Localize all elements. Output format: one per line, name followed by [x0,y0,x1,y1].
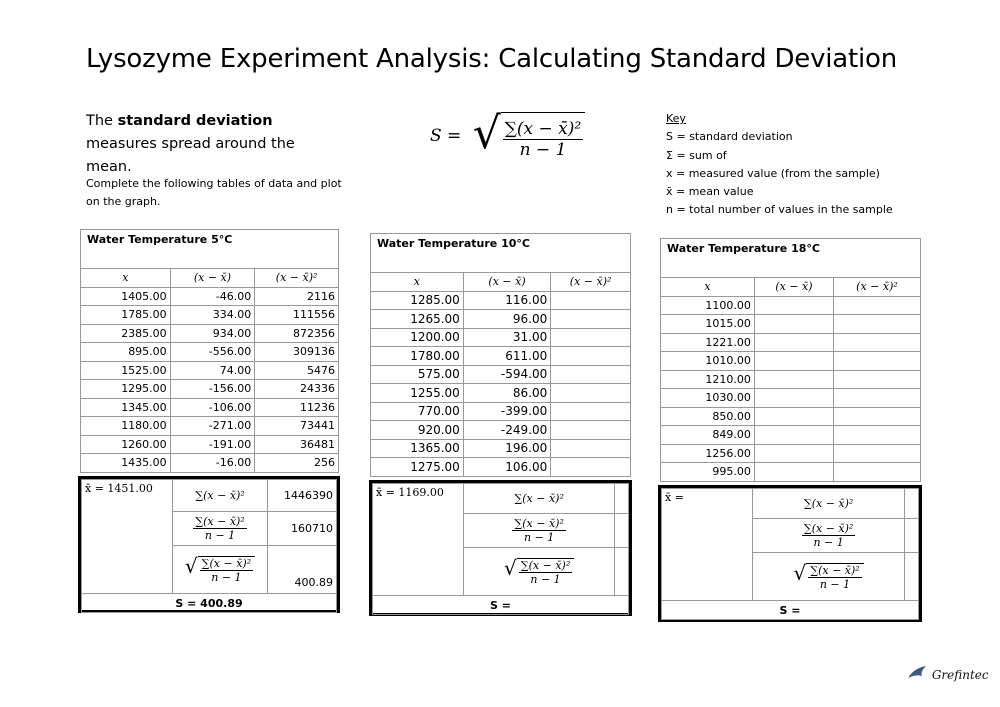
table-heading: Water Temperature 10°C [371,234,631,273]
table-body [371,291,631,476]
sum-sq-label: ∑(x − x̄)² [753,489,905,519]
deviation-sq-cell [833,463,920,482]
deviation-cell: 196.00 [463,439,550,458]
formula-numerator: ∑(x − x̄)² [504,119,582,139]
deviation-sq-cell: 36481 [255,435,339,454]
intro-post: measures spread around the mean. [86,136,295,175]
intro-text [86,110,336,179]
deviation-sq-cell: 24336 [255,380,339,399]
deviation-cell [754,407,833,426]
table-row [661,389,921,408]
table-row [81,398,339,417]
frac-num: ∑(x − x̄)² [810,563,860,577]
table-row [661,444,921,463]
s-result: S = [662,601,919,620]
brand-logo [906,664,989,682]
deviation-sq-cell: 73441 [255,417,339,436]
x-value-cell: 575.00 [371,365,464,384]
table-row [371,328,631,347]
deviation-cell: -156.00 [170,380,255,399]
table-row [371,402,631,421]
frac-num: ∑(x − x̄)² [520,558,571,572]
sd-formula: S = √ $\frac{\text{∑(x − x̄)²}}{n - 1}$ [430,112,585,160]
table-row [661,352,921,371]
table-heading: Water Temperature 5°C [81,230,339,269]
frac-num: ∑(x − x̄)² [201,556,252,570]
deviation-cell [754,352,833,371]
col-header-dev-sq: (x − x̄)² [551,273,631,292]
x-value-cell: 1260.00 [81,435,171,454]
table-row [81,454,339,473]
summary-18c [658,485,922,622]
deviation-cell: 86.00 [463,384,550,403]
formula-denominator: n − 1 [519,140,567,160]
x-value-cell: 1435.00 [81,454,171,473]
deviation-cell: -191.00 [170,435,255,454]
deviation-sq-cell [551,384,631,403]
deviation-sq-cell [833,407,920,426]
frac-num: ∑(x − x̄)² [514,517,564,530]
sd-label: √ $\frac{\text{∑(x − x̄)²}}{n - 1}$ [173,546,268,594]
table-row [371,365,631,384]
deviation-cell: -556.00 [170,343,255,362]
key-line: x̄ = mean value [666,185,754,199]
table-row [371,291,631,310]
table-10c [370,233,631,477]
frac-num: ∑(x − x̄)² [803,522,854,535]
deviation-sq-cell [833,333,920,352]
deviation-cell [754,444,833,463]
x-value-cell: 1780.00 [371,347,464,366]
table-row [81,380,339,399]
deviation-sq-cell [551,328,631,347]
frac-den: n − 1 [211,570,242,584]
x-value-cell: 1180.00 [81,417,171,436]
x-value-cell: 1210.00 [661,370,755,389]
table-row [661,315,921,334]
deviation-cell: -46.00 [170,287,255,306]
table-row [371,421,631,440]
key-title: Key [666,112,686,125]
intro-bold: standard deviation [117,113,273,129]
table-row [81,306,339,325]
table-5c [80,229,339,473]
col-header-dev: (x − x̄) [463,273,550,292]
x-value-cell: 920.00 [371,421,464,440]
deviation-cell: 96.00 [463,310,550,329]
frac-den: n − 1 [204,529,236,542]
deviation-sq-cell: 872356 [255,324,339,343]
table-row [661,370,921,389]
table-row [81,417,339,436]
x-value-cell: 1256.00 [661,444,755,463]
frac-den: n − 1 [530,572,561,586]
col-header-dev-sq: (x − x̄)² [833,278,920,297]
page-title: Lysozyme Experiment Analysis: Calculating Standard Deviation [86,44,898,74]
deviation-sq-cell [551,347,631,366]
instructions: Complete the following tables of data and plot on the graph. [86,177,342,208]
sd-label: √ $\frac{\text{∑(x − x̄)²}}{n - 1}$ [464,548,615,596]
deviation-sq-cell: 256 [255,454,339,473]
sum-sq-label: ∑(x − x̄)² [173,480,268,512]
deviation-cell: -271.00 [170,417,255,436]
key-legend [666,110,893,220]
sd-label: √ $\frac{\text{∑(x − x̄)²}}{n - 1}$ [753,553,905,601]
variance-value [615,514,629,548]
frac-den: n − 1 [813,536,844,549]
deviation-sq-cell [833,296,920,315]
key-line: Σ = sum of [666,148,727,162]
x-value-cell: 849.00 [661,426,755,445]
summary-10c [369,480,632,616]
col-header-x: x [371,273,464,292]
bird-icon [906,664,928,682]
deviation-sq-cell [551,421,631,440]
table-row [81,287,339,306]
deviation-sq-cell [833,370,920,389]
x-value-cell: 995.00 [661,463,755,482]
col-header-x: x [661,278,755,297]
s-result: S = 400.89 [82,594,337,613]
deviation-sq-cell [551,458,631,477]
key-line: n = total number of values in the sample [666,203,893,217]
table-row [371,458,631,477]
deviation-sq-cell [551,439,631,458]
table-row [371,310,631,329]
col-header-dev: (x − x̄) [170,269,255,288]
deviation-sq-cell: 11236 [255,398,339,417]
x-value-cell: 770.00 [371,402,464,421]
table-row [371,347,631,366]
deviation-sq-cell [551,365,631,384]
deviation-cell [754,333,833,352]
x-value-cell: 1015.00 [661,315,755,334]
sum-sq-label: ∑(x − x̄)² [464,484,615,514]
x-value-cell: 1200.00 [371,328,464,347]
x-value-cell: 1255.00 [371,384,464,403]
deviation-cell: 74.00 [170,361,255,380]
formula-lhs: S = [430,126,462,146]
x-value-cell: 1010.00 [661,352,755,371]
deviation-cell: 334.00 [170,306,255,325]
table-row [81,324,339,343]
x-value-cell: 850.00 [661,407,755,426]
col-header-x: x [81,269,171,288]
deviation-cell: 106.00 [463,458,550,477]
x-value-cell: 1365.00 [371,439,464,458]
x-value-cell: 1405.00 [81,287,171,306]
deviation-sq-cell [833,352,920,371]
x-value-cell: 1345.00 [81,398,171,417]
key-line: x = measured value (from the sample) [666,166,880,180]
variance-value: 160710 [268,512,337,546]
table-row [661,463,921,482]
frac-num: ∑(x − x̄)² [195,515,245,528]
deviation-cell [754,389,833,408]
deviation-sq-cell [833,426,920,445]
deviation-sq-cell [833,315,920,334]
intro-pre: The [86,113,118,129]
mean-cell: x̄ = [662,489,753,601]
x-value-cell: 895.00 [81,343,171,362]
col-header-dev: (x − x̄) [754,278,833,297]
table-18c [660,238,921,482]
variance-label [753,519,905,553]
table-body [81,287,339,472]
deviation-cell: 611.00 [463,347,550,366]
table-row [661,426,921,445]
x-value-cell: 1785.00 [81,306,171,325]
x-value-cell: 1100.00 [661,296,755,315]
frac-den: n − 1 [819,577,851,591]
table-row [661,407,921,426]
key-line: S = standard deviation [666,130,793,144]
logo-text: Grefintec [931,668,989,682]
deviation-cell: 934.00 [170,324,255,343]
table-row [81,343,339,362]
sd-value: 400.89 [268,546,337,594]
deviation-cell: -249.00 [463,421,550,440]
x-value-cell: 2385.00 [81,324,171,343]
frac-den: n − 1 [523,531,555,544]
x-value-cell: 1221.00 [661,333,755,352]
deviation-cell: -399.00 [463,402,550,421]
deviation-sq-cell [833,444,920,463]
s-result: S = [373,596,629,615]
deviation-cell [754,463,833,482]
x-value-cell: 1525.00 [81,361,171,380]
x-value-cell: 1030.00 [661,389,755,408]
x-value-cell: 1295.00 [81,380,171,399]
deviation-sq-cell [551,310,631,329]
deviation-cell [754,370,833,389]
deviation-cell: -594.00 [463,365,550,384]
deviation-cell: 116.00 [463,291,550,310]
variance-label [173,512,268,546]
sum-sq-value: 1446390 [268,480,337,512]
table-body [661,296,921,481]
x-value-cell: 1265.00 [371,310,464,329]
table-heading: Water Temperature 18°C [661,239,921,278]
sd-value [905,553,919,601]
deviation-sq-cell: 111556 [255,306,339,325]
mean-cell: x̄ = 1169.00 [373,484,464,596]
table-row [371,384,631,403]
summary-5c [78,476,340,613]
table-row [81,435,339,454]
table-row [661,333,921,352]
deviation-sq-cell [833,389,920,408]
x-value-cell: 1285.00 [371,291,464,310]
deviation-cell [754,296,833,315]
variance-label [464,514,615,548]
deviation-cell: 31.00 [463,328,550,347]
deviation-sq-cell [551,291,631,310]
col-header-dev-sq: (x − x̄)² [255,269,339,288]
table-row [371,439,631,458]
deviation-cell [754,426,833,445]
variance-value [905,519,919,553]
deviation-sq-cell: 2116 [255,287,339,306]
deviation-sq-cell: 309136 [255,343,339,362]
sd-value [615,548,629,596]
deviation-cell [754,315,833,334]
table-row [81,361,339,380]
table-row [661,296,921,315]
sum-sq-value [905,489,919,519]
sum-sq-value [615,484,629,514]
x-value-cell: 1275.00 [371,458,464,477]
mean-cell: x̄ = 1451.00 [82,480,173,594]
deviation-cell: -16.00 [170,454,255,473]
deviation-cell: -106.00 [170,398,255,417]
deviation-sq-cell: 5476 [255,361,339,380]
deviation-sq-cell [551,402,631,421]
